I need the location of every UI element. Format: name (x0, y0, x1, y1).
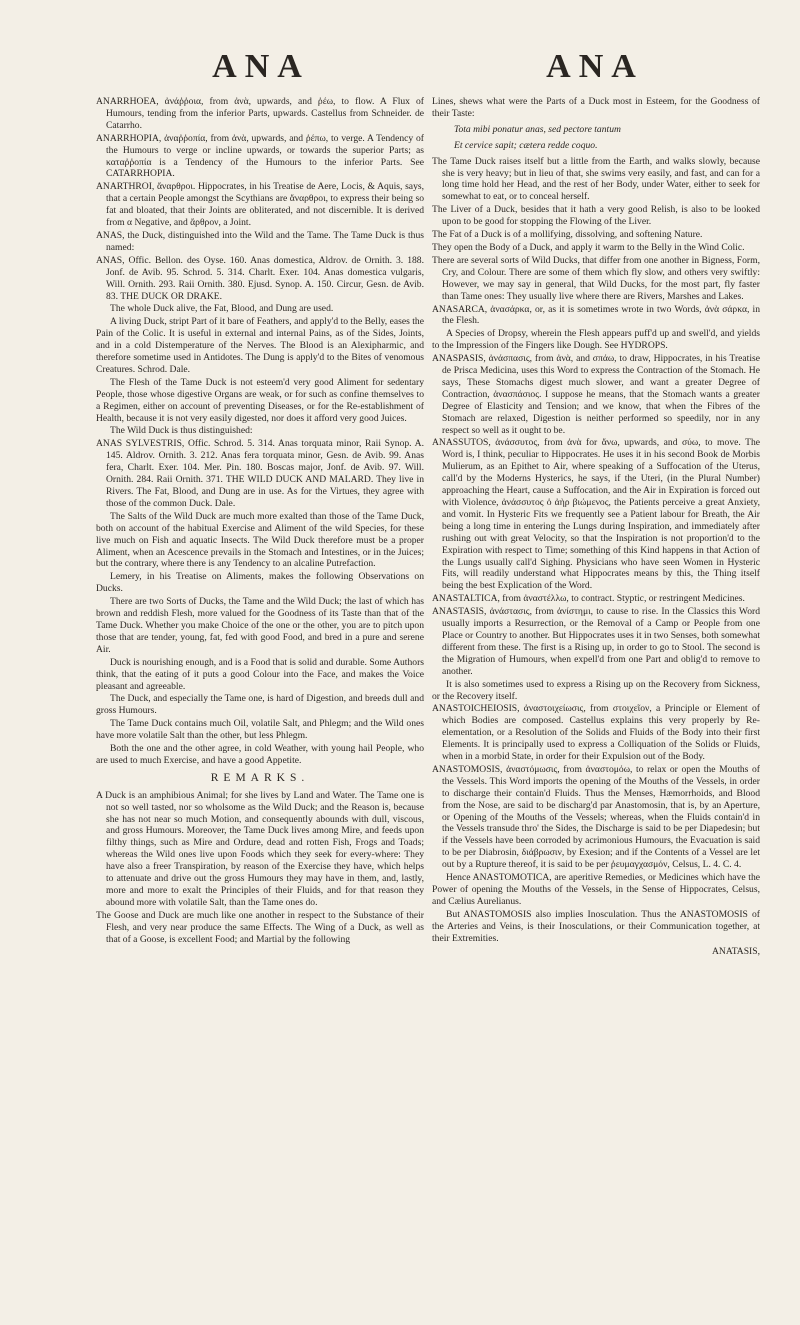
entry-paragraph: Lemery, in his Treatise on Aliments, makes the following Observations on Ducks. (96, 571, 424, 595)
entry-paragraph: ANAS SYLVESTRIS, Offic. Schrod. 5. 314. Anas torquata minor, Raii Synop. A. 145. Aldrov. Ornith. 3. 212. Anas fera torquata minor, Gesn. de Avib. 99. Anas fera, Charlt. Exer. 104. Mer. Pin. 180. Boscas major, Jonf. de Avib. 97. Will. Ornith. 284. Raii Ornith. 371. THE WILD DUCK AND MALARD. They live in Rivers. The Fat, Blood, and Dung are in use. As for the Virtues, they agree with those of the common Duck. Dale. (96, 438, 424, 509)
running-heads (96, 48, 760, 86)
entry-paragraph: Duck is nourishing enough, and is a Food that is solid and durable. Some Authors think, that the eating of it puts a good Colour into the Face, and makes the Voice pleasant and agreeable. (96, 656, 424, 692)
entry-paragraph: ANASTASIS, ἀνάστασις, from ἀνίστημι, to cause to rise. In the Classics this Word usually imports a Resurrection, or the Removal of a Camp or People from one Place or Country to another. But Hippocrates uses it in two Senses, both somewhat different from these. The first is a Rising up, in order to go to Stool. The second is the Migration of Humours, when expell'd from one Part and oblig'd to remove to another. (432, 606, 760, 677)
entry-paragraph: The whole Duck alive, the Fat, Blood, and Dung are used. (110, 303, 334, 315)
entry-paragraph: The Fat of a Duck is of a mollifying, dissolving, and softening Nature. (432, 229, 703, 241)
entry-paragraph: But ANASTOMOSIS also implies Inosculation. Thus the ANASTOMOSIS of the Arteries and Veins, is their Inosculations, or their Communication together, at their Extremities. (432, 908, 760, 944)
running-head-right: ANA (546, 48, 644, 85)
entry-paragraph: The Goose and Duck are much like one another in respect to the Substance of their Flesh, and very near produce the same Effects. The Wing of a Duck, as well as that of a Goose, is excellent Food; and Martial by the following (96, 909, 424, 945)
entry-paragraph: The Tame Duck raises itself but a little from the Earth, and walks slowly, because she is very heavy; but in lieu of that, she swims very easily, and fast, and can for a long time hold her Head, and the rest of her Body, under Water, either to seek for somewhat to eat, or to conceal herself. (432, 155, 760, 203)
entry-paragraph: A Duck is an amphibious Animal; for she lives by Land and Water. The Tame one is not so well tasted, nor so wholsome as the Wild Duck; and the Reason is, because she has not near so much Motion, and consequently abounds with dull, viscous, and gross Humours. Moreover, the Tame Duck lives among Mire, and feeds upon filthy things, such as Mire and Ordure, dead and rotten Fish, Frogs and Toads; whereas the Wild ones live upon Foods which they seek for every-where: They have also a freer Transpiration, by reason of the Exercise they have, which helps to attenuate and drive out the gross Humours they may have in them, and, lastly, more and more to exalt the Principles of their Fluids, and for that reason they abound more with volatile Salt, than the Tame ones do. (96, 789, 424, 908)
entry-paragraph: ANASTOMOSIS, ἀναστόμωσις, from ἀναστομόω, to relax or open the Mouths of the Vessels. This Word imports the opening of the Mouths of the Vessels, in order to discharge their contain'd Fluids. Thus the Menses, Hæmorrhoids, and Blood from the Nose, are said to be discharg'd par Anastomosin, that is, by an Aperture, or Opening of the Mouths of the Vessels; whereas, when the Fluids contain'd in the Vessels transude thro' the Sides, the Discharge is said to be per Diapedesin; but if the Vessels have been corroded by acrimonious Humours, the Evacuation is said to be per Diabrosin, διάβρωσιν, by Exesion; and if the Contents of a Vessel are let out by a Rupture thereof, it is said to be per ῥευμαγχασμόν, Celsus, L. 4. C. 4. (432, 763, 760, 871)
entry-paragraph: The Salts of the Wild Duck are much more exalted than those of the Tame Duck, both on account of the habitual Exercise and Aliment of the wild Species, for these live much on Fish and aquatic Insects. The Wild Duck therefore must be a proper Aliment, when an Acescence prevails in the Stomach and Intestines, or in the Juices; but the contrary, where there is any Tendency to an alcaline Putrefaction. (96, 510, 424, 570)
entry-paragraph: ANASTALTICA, from ἀναστέλλω, to contract. Styptic, or restringent Medicines. (432, 593, 745, 605)
entry-paragraph: Both the one and the other agree, in cold Weather, with young hail People, who are used to much Exercise, and have a good Appetite. (96, 743, 424, 766)
entry-paragraph: The Liver of a Duck, besides that it hath a very good Relish, is also to be looked upon to be good for stopping the Flowing of the Liver. (432, 204, 760, 228)
entry-paragraph: ANARTHROI, ἄναρθροι. Hippocrates, in his Treatise de Aere, Locis, & Aquis, says, that a certain People amongst the Scythians are ἄναρθροι, to express their being so fat and bloated, that their Joints are obliterated, and not discernible. It is derived from α Negative, and ἄρθρον, a Joint. (96, 181, 424, 229)
entry-paragraph: The Duck, and especially the Tame one, is hard of Digestion, and breeds dull and gross Humours. (96, 693, 424, 717)
entry-paragraph: ANARRHOPIA, ἀναῤῥοπία, from ἀνὰ, upwards, and ῥέπω, to verge. A Tendency of the Humours to verge or incline upwards, or towards the superior Parts; as καταῤῥοπία is a Tendency of the Humours to the inferior Parts. See CATARRHOPIA. (96, 132, 424, 180)
running-head-left: ANA (212, 48, 310, 85)
entry-paragraph: There are several sorts of Wild Ducks, that differ from one another in Bigness, Form, Cry, and Colour. There are some of them which fly slow, and others very swiftly: However, we may say in general, that Wild Ducks, for the most part, fly faster than Tame ones: They usually live where there are Rivers, Marshes and Lakes. (432, 254, 760, 302)
catchword: ANATASIS, (711, 945, 760, 957)
entry-paragraph: Hence ANASTOMOTICA, are aperitive Remedies, or Medicines which have the Power of opening the Mouths of the Vessels, in the Sense of Hippocrates, Celsus, and Cælius Aurelianus. (432, 872, 760, 907)
entry-paragraph: ANASSUTOS, ἀνάσσυτος, from ἀνὰ for ἄνω, upwards, and σύω, to move. The Word is, I think, peculiar to Hippocrates. He uses it in his second Book de Morbis Mulierum, as an Epithet to Air, where speaking of a Suffocation of the Uterus, call'd by the Moderns Hysterics, he says, if the Uteri, (in the Plural Number) approaching the Heart, cause a Suffocation, and the Air in Expiration is forced out with Violence, ἀνάσσυτος ὁ ἀὴρ βιώμενος, the Patients perceive a great Anxiety, and vomit. In Hysteric Fits we frequently see a Patient labour for Breath, the Air being a long time in entering the Lungs during Inspiration, and immediately after rushing out with great Velocity, so that the Inspiration is not proportion'd to the Expiration with respect to Time; something of this Kind happens in that Action of the Lungs usually call'd Sighing. Physicians who have seen Women in Hysteric Fits, will readily understand what Hippocrates means by this, the Thing itself being the best Explication of the Word. (432, 437, 760, 592)
verse-line: Et cervice sapit; cætera redde coquo. (454, 139, 598, 151)
right-column (432, 96, 760, 1313)
entry-paragraph: They open the Body of a Duck, and apply it warm to the Belly in the Wind Colic. (432, 241, 745, 253)
text-columns (96, 96, 760, 1313)
entry-paragraph: It is also sometimes used to express a Rising up on the Recovery from Sickness, or the Recovery itself. (432, 678, 760, 702)
entry-paragraph: A living Duck, stript Part of it bare of Feathers, and apply'd to the Belly, eases the Pain of the Colic. It is useful in external and internal Pains, as of the Sides, Joints, and in a cold Distemperature of the Nerves. The Blood is an Alexipharmic, and therefore sometime used in Antidotes. The Dung is apply'd to the Bites of venomous Creatures. Schrod. Dale. (96, 316, 424, 375)
left-column (96, 96, 424, 1313)
entry-paragraph: The Wild Duck is thus distinguished: (110, 425, 253, 437)
entry-paragraph: There are two Sorts of Ducks, the Tame and the Wild Duck; the last of which has brown and reddish Flesh, more valued for the Goodness of its Taste than that of the Tame Duck. Whether you make Choice of the one or the other, you are to pitch upon those that are tender, young, fat, fed with good Food, and bred in a pure and serene Air. (96, 596, 424, 655)
entry-paragraph: The Tame Duck contains much Oil, volatile Salt, and Phlegm; and the Wild ones have more volatile Salt than the other, but less Phlegm. (96, 718, 424, 742)
entry-paragraph: ANAS, Offic. Bellon. des Oyse. 160. Anas domestica, Aldrov. de Ornith. 3. 188. Jonf. de Avib. 95. Schrod. 5. 314. Charlt. Exer. 104. Anas domestica vulgaris, Will. Ornith. 293. Raii Ornith. 380. Ejusd. Synop. A. 150. Circur, Gesn. de Avib. 83. THE DUCK OR DRAKE. (96, 254, 424, 302)
entry-paragraph: A Species of Dropsy, wherein the Flesh appears puff'd up and swell'd, and yields to the Impression of the Fingers like Dough. See HYDROPS. (432, 328, 760, 352)
entry-paragraph: Lines, shews what were the Parts of a Duck most in Esteem, for the Goodness of their Taste: (432, 96, 760, 119)
entry-paragraph: ANARRHOEA, ἀνάῤῥοια, from ἀνὰ, upwards, and ῥέω, to flow. A Flux of Humours, tending from the inferior Parts, upwards. Castellus from Schneider. de Catarrho. (96, 96, 424, 131)
entry-paragraph: ANAS, the Duck, distinguished into the Wild and the Tame. The Tame Duck is thus named: (96, 229, 424, 253)
entry-paragraph: ANASTOICHEIOSIS, ἀναστοιχείωσις, from στοιχεῖον, a Principle or Element of which Bodies are composed. Castellus explains this very properly by Re-elementation, or a Resolution of the Solids and Fluids of the Body into their first Elements. It is principally used to express a Colliquation of the Solids or Fluids, when in a morbid State, in order for their Expulsion out of the Body. (432, 703, 760, 763)
section-heading: REMARKS. (210, 771, 310, 784)
verse-line: Tota mibi ponatur anas, sed pectore tantum (454, 123, 621, 135)
entry-paragraph: ANASPASIS, ἀνάσπασις, from ἀνὰ, and σπάω, to draw, Hippocrates, in his Treatise de Prisca Medicina, uses this Word to express the Contraction of the Stomach. He says, These Stomachs digest much slower, and want a greater Degree of Contraction, ἀνασπάσιος. I suppose he means, that the Stomach wants a greater Degree of Elasticity and Tension; and we know, that when the Fibres of the Stomach are relaxed, Digestion is neither performed so speedily, nor in any respect so well as it ought to be. (432, 353, 760, 436)
entry-paragraph: The Flesh of the Tame Duck is not esteem'd very good Aliment for sedentary People, those whose digestive Organs are weak, or for such as confine themselves to a Regimen, either on account of preventing Diseases, or for the Re-establishment of Health, because it is not very easily digested, nor does it afford very good Juices. (96, 376, 424, 424)
entry-paragraph: ANASARCA, ἀνασάρκα, or, as it is sometimes wrote in two Words, ἀνὰ σάρκα, in the Flesh. (432, 303, 760, 327)
